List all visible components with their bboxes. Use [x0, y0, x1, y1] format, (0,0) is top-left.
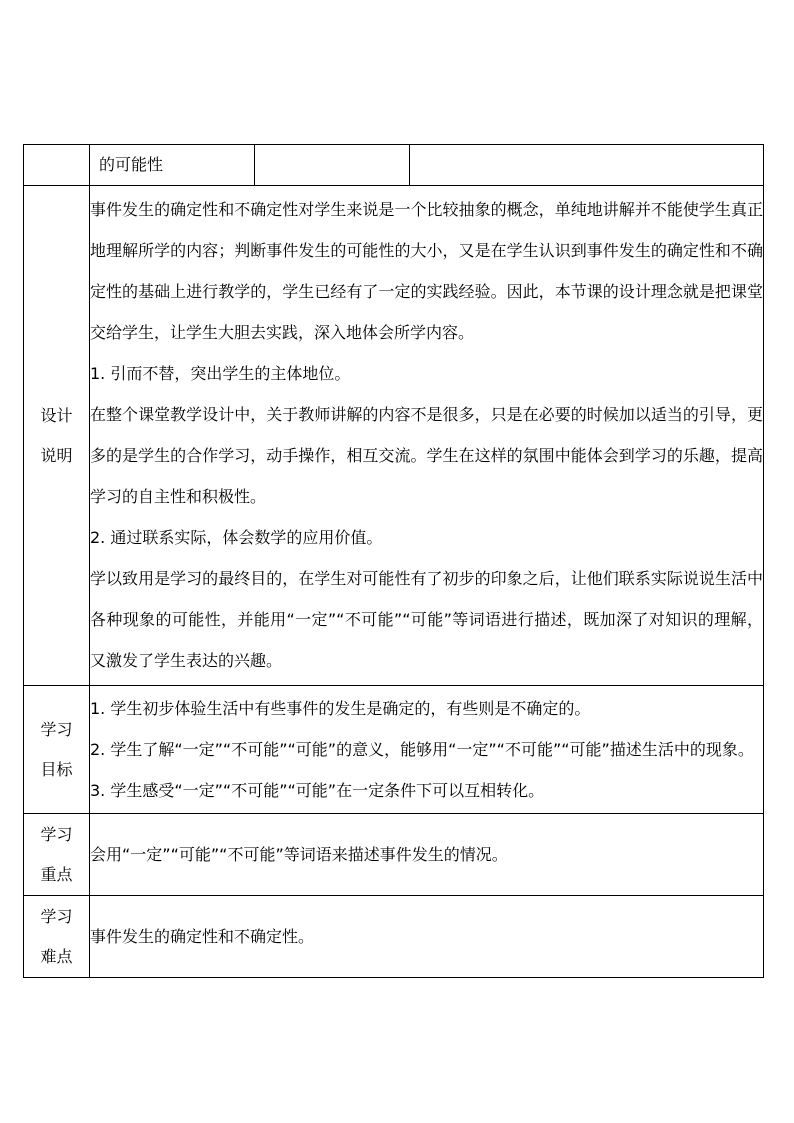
design-point2-body: 学以致用是学习的最终目的，在学生对可能性有了初步的印象之后，让他们联系实际说说生活中各种现象的可能性，并能用“一定”“不可能”“可能”等词语进行描述，既加深了对知识的理解，又激发了学生表达的兴趣。	[90, 569, 763, 670]
topic-text: 的可能性	[99, 155, 164, 174]
difficult-points-content	[90, 896, 764, 978]
learning-goals-content	[90, 686, 764, 814]
key-points-content	[90, 814, 764, 896]
goal-item-3: 3. 学生感受“一定”“不可能”“可能”在一定条件下可以互相转化。	[90, 781, 545, 800]
learning-goals-label: 学习 目标	[24, 686, 90, 814]
design-point2-title: 2. 通过联系实际，体会数学的应用价值。	[90, 528, 383, 547]
key-points-row	[24, 814, 764, 896]
learning-goals-row	[24, 686, 764, 814]
difficult-points-row	[24, 896, 764, 978]
header-empty-cell-1	[255, 145, 410, 186]
goal-item-2: 2. 学生了解“一定”“不可能”“可能”的意义，能够用“一定”“不可能”“可能”描述生活中的现象。	[90, 740, 754, 759]
key-points-text: 会用“一定”“可能”“不可能”等词语来描述事件发生的情况。	[90, 845, 508, 864]
lesson-plan-table	[23, 144, 764, 978]
difficult-points-text: 事件发生的确定性和不确定性。	[90, 927, 315, 946]
design-point1-title: 1. 引而不替，突出学生的主体地位。	[90, 364, 351, 383]
header-empty-cell-2	[410, 145, 764, 186]
goal-item-1: 1. 学生初步体验生活中有些事件的发生是确定的，有些则是不确定的。	[90, 699, 591, 718]
difficult-points-label: 学习 难点	[24, 896, 90, 978]
topic-cell	[90, 145, 255, 186]
header-label-cell	[24, 145, 90, 186]
design-point1-body: 在整个课堂教学设计中，关于教师讲解的内容不是很多，只是在必要的时候加以适当的引导，更多的是学生的合作学习，动手操作，相互交流。学生在这样的氛围中能体会到学习的乐趣，提高学习的自主性和积极性。	[90, 405, 763, 506]
design-intro-paragraph: 事件发生的确定性和不确定性对学生来说是一个比较抽象的概念，单纯地讲解并不能使学生真正地理解所学的内容；判断事件发生的可能性的大小，又是在学生认识到事件发生的确定性和不确定性的基础上进行教学的，学生已经有了一定的实践经验。因此，本节课的设计理念就是把课堂交给学生，让学生大胆去实践，深入地体会所学内容。	[90, 200, 763, 342]
key-points-label: 学习 重点	[24, 814, 90, 896]
design-notes-content	[90, 186, 764, 686]
header-row	[24, 145, 764, 186]
design-notes-row	[24, 186, 764, 686]
design-notes-label: 设计 说明	[24, 186, 90, 686]
